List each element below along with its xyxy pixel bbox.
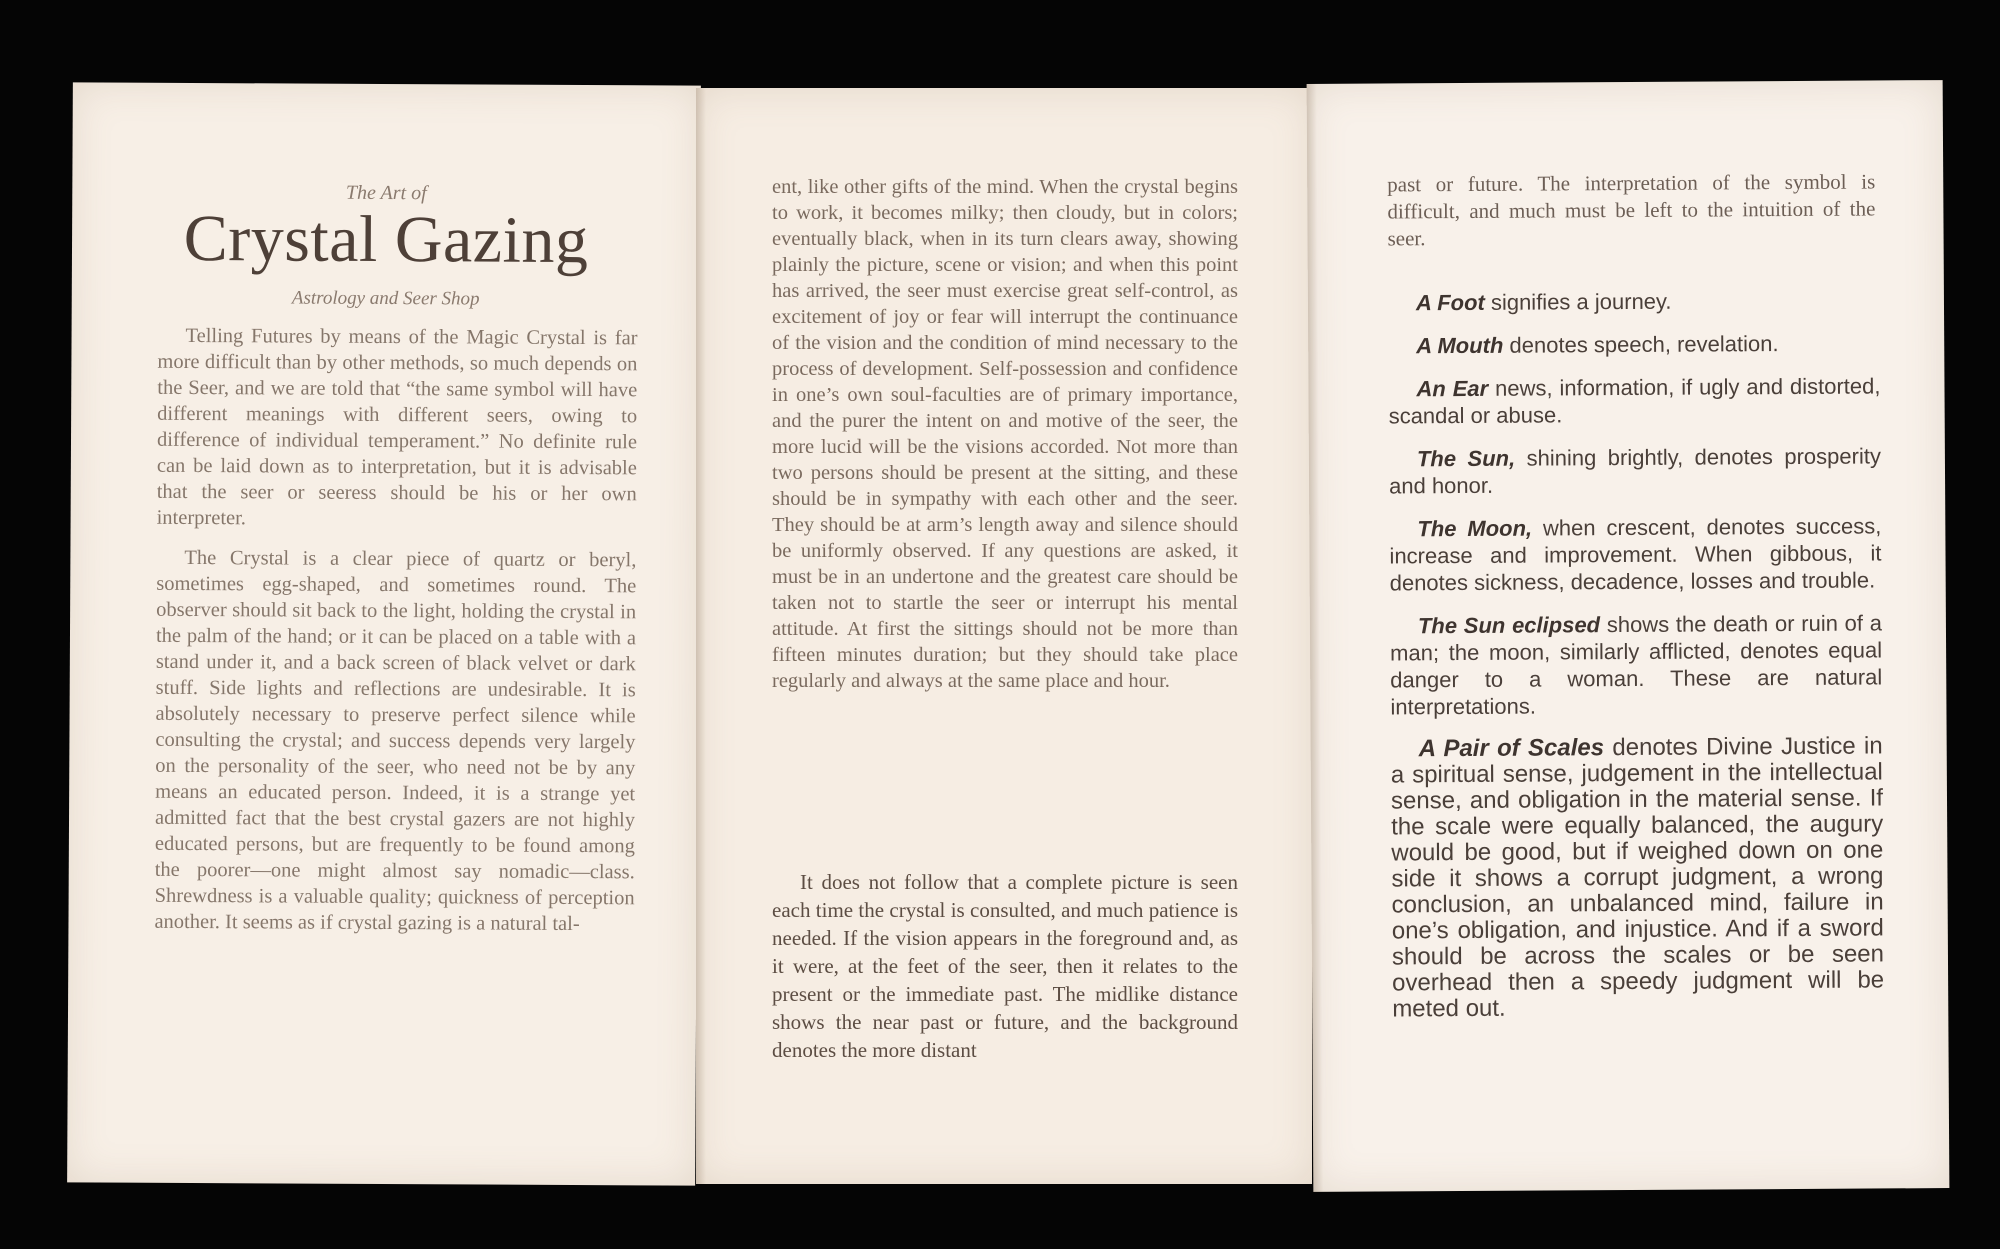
symbol-term: The Sun eclipsed bbox=[1417, 612, 1601, 639]
symbol-term: A Foot bbox=[1415, 289, 1485, 316]
symbol-entry bbox=[1388, 286, 1880, 316]
left-body-text bbox=[154, 323, 637, 938]
page-title: Crystal Gazing bbox=[183, 201, 589, 278]
middle-body-text bbox=[772, 174, 1238, 694]
symbol-meaning: shining brightly, denotes prosperity and honor. bbox=[1389, 443, 1881, 499]
symbol-term: The Moon, bbox=[1417, 515, 1533, 542]
middle-panel bbox=[696, 88, 1312, 1184]
symbol-meaning: denotes speech, revelation. bbox=[1503, 331, 1779, 358]
symbol-list bbox=[1388, 286, 1885, 1038]
symbol-meaning: signifies a journey. bbox=[1484, 288, 1672, 315]
symbol-entry bbox=[1391, 733, 1885, 1022]
symbol-meaning: shows the death or ruin of a man; the moon, similarly afflicted, denotes equal danger to a woman. These are natural interpretations. bbox=[1390, 610, 1883, 720]
right-intro-text bbox=[1387, 168, 1875, 252]
middle-body-text-lower bbox=[772, 868, 1238, 1064]
right-intro-paragraph: past or future. The interpretation of the symbol is difficult, and much must be left to the intuition of the seer. bbox=[1387, 169, 1876, 251]
right-panel bbox=[1307, 80, 1950, 1192]
left-paragraph-2: The Crystal is a clear piece of quartz or beryl, sometimes egg-shaped, and sometimes round. The observer should sit back to the light, holding the crystal in the palm of the hand; or it can be placed on a table with a stand under it, and a back screen of black velvet or dark stuff. Side lights and reflections are undesirable. It is absolutely necessary to preserve perfect silence while consulting the crystal; and success depends very largely on the personality of the seer, who need not be by any means an educated person. Indeed, it is a strange yet admitted fact that the best crystal gazers are not highly educated persons, but are frequently to be found among the poorer—one might almost say nomadic—class. Shrewdness is a valuable quality; quickness of perception another. It seems as if crystal gazing is a natural tal- bbox=[154, 546, 637, 936]
fold-crease-left bbox=[696, 88, 706, 1184]
symbol-term: The Sun, bbox=[1416, 445, 1516, 472]
left-panel bbox=[67, 82, 701, 1185]
symbol-entry bbox=[1390, 609, 1883, 720]
symbol-entry bbox=[1388, 329, 1880, 359]
symbol-term: A Mouth bbox=[1416, 332, 1504, 359]
title-kicker: The Art of bbox=[345, 181, 427, 205]
left-paragraph-1: Telling Futures by means of the Magic Crystal is far more difficult than by other methods, so much depends on the Seer, and we are told that “the same symbol will have different meanings with different seers, owing to difference of individual temperament.” No definite rule can be laid down as to interpretation, but it is advisable that the seer or seeress should be his or her own interpreter. bbox=[156, 324, 638, 530]
symbol-meaning: denotes Divine Justice in a spiritual sense, judgement in the intellectual sense, and obligation in the material sense. If the scale were equally balanced, the augury would be good, but if weighed down on one side it shows a corrupt judgment, a wrong conclusion, an unbalanced mind, failure in one’s obligation, and injustice. And if a sword should be across the scales or be seen overhead then a speedy judgment will be meted out. bbox=[1390, 732, 1885, 1023]
symbol-meaning: when crescent, denotes success, increase and improvement. When gibbous, it denotes sickness, decadence, losses and trouble. bbox=[1389, 513, 1882, 596]
symbol-term: An Ear bbox=[1416, 375, 1489, 402]
subtitle: Astrology and Seer Shop bbox=[291, 287, 480, 310]
symbol-term: A Pair of Scales bbox=[1418, 734, 1605, 763]
symbol-entry bbox=[1389, 442, 1881, 499]
middle-paragraph-1: ent, like other gifts of the mind. When the crystal begins to work, it becomes milky; then cloudy, but in colors; eventually black, when in its turn clears away, showing plainly the picture, scene or vision; and when this point has arrived, the seer must exercise great self-control, as excitement of joy or fear will interrupt the continuance of the vision and the condition of mind necessary to the process of development. Self-possession and confidence in one’s own soul-faculties are of primary importance, and the purer the intent on and motive of the seer, the more lucid will be the visions accorded. Not more than two persons should be present at the sitting, and these should be in sympathy with each other and the seer. They should be at arm’s length away and silence should be uniformly observed. If any questions are asked, it must be in an undertone and the greatest care should be taken not to startle the seer or interrupt his mental attitude. At first the sittings should not be more than fifteen minutes duration; but they should take place regularly and always at the same place and hour. bbox=[772, 176, 1238, 692]
symbol-meaning: news, information, if ugly and distorted, scandal or abuse. bbox=[1388, 373, 1881, 429]
symbol-entry bbox=[1389, 512, 1881, 596]
middle-paragraph-2: It does not follow that a complete picture is seen each time the crystal is consulted, and much patience is needed. If the vision appears in the foreground and, as it were, at the feet of the seer, then it relates to the present or the immediate past. The midlike distance shows the near past or future, and the background denotes the more distant bbox=[772, 870, 1238, 1062]
symbol-entry bbox=[1388, 372, 1880, 429]
